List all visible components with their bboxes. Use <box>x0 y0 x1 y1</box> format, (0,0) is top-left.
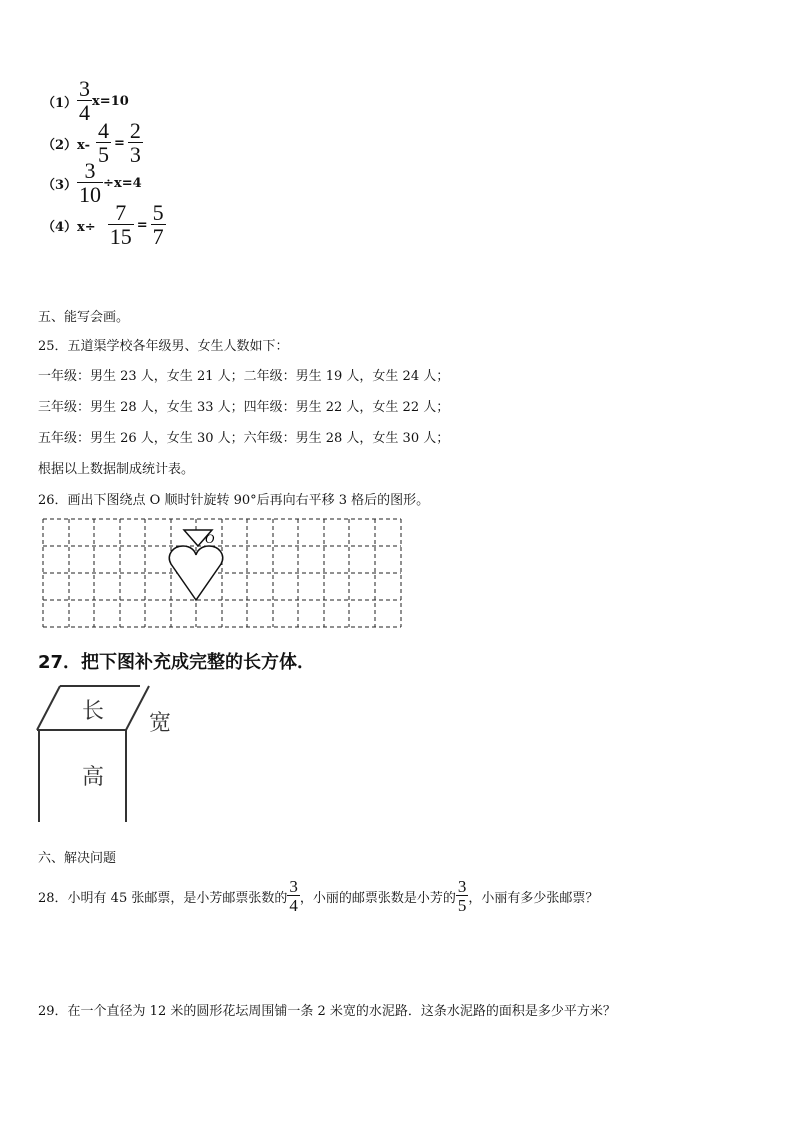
eq4-den2: 7 <box>152 224 164 249</box>
width-label: 宽 <box>149 711 172 736</box>
q29: 29．在一个直径为 12 米的圆形花坛周围铺一条 2 米宽的水泥路．这条水泥路的面积是多少平方米？ <box>38 1004 616 1019</box>
q27-title: 27．把下图补充成完整的长方体． <box>38 652 316 673</box>
eq1-fraction <box>77 78 92 124</box>
eq4-equals: = <box>136 217 148 233</box>
length-label: 长 <box>82 699 105 724</box>
q26-grid-figure <box>42 518 404 630</box>
eq4-fraction-2 <box>151 202 166 248</box>
point-o-label: O <box>205 531 215 546</box>
q25-line-1: 一年级：男生 23 人，女生 21 人；二年级：男生 19 人，女生 24 人； <box>38 369 450 384</box>
q28-num1: 3 <box>289 877 298 896</box>
q26-title: 26．画出下图绕点 O 顺时针旋转 90°后再向右平移 3 格后的图形。 <box>38 493 430 508</box>
eq4-label: （4）x÷ <box>42 219 96 235</box>
eq2-num2: 2 <box>129 118 141 143</box>
eq1-num: 3 <box>79 76 91 101</box>
q25-line-3: 五年级：男生 26 人，女生 30 人；六年级：男生 28 人，女生 30 人； <box>38 431 450 446</box>
eq2-den1: 5 <box>97 142 109 167</box>
equation-4 <box>42 202 166 248</box>
q25-line-2: 三年级：男生 28 人，女生 33 人；四年级：男生 22 人，女生 22 人； <box>38 400 450 415</box>
heart-shape <box>169 546 222 600</box>
q28-text-3: ，小丽有多少张邮票？ <box>468 890 599 906</box>
q28-num2: 3 <box>457 877 467 896</box>
eq3-num: 3 <box>84 158 96 183</box>
eq2-label: （2）x- <box>42 137 90 153</box>
section-5-heading: 五、能写会画。 <box>38 310 130 325</box>
eq2-equals: = <box>113 135 125 151</box>
equation-1 <box>42 78 129 124</box>
q28-den2: 5 <box>457 896 467 915</box>
q25-line-4: 根据以上数据制成统计表。 <box>38 462 195 477</box>
height-label: 高 <box>82 765 105 790</box>
eq1-den: 4 <box>79 100 91 125</box>
grid-lines <box>43 519 401 627</box>
q27-cuboid-figure <box>34 680 234 826</box>
eq4-den1: 15 <box>109 224 132 249</box>
eq3-label: （3） <box>42 177 78 193</box>
eq4-num2: 5 <box>152 200 164 225</box>
eq2-den2: 3 <box>129 142 141 167</box>
q28-text-2: ，小丽的邮票张数是小芳的 <box>299 890 456 906</box>
eq1-label: （1） <box>42 95 78 111</box>
eq1-tail: x=10 <box>92 93 129 109</box>
q25-title: 25．五道渠学校各年级男、女生人数如下： <box>38 339 289 354</box>
q28-fraction-2 <box>456 878 469 914</box>
equation-3 <box>42 160 142 206</box>
eq3-den: 10 <box>79 182 102 207</box>
eq3-tail: ÷x=4 <box>103 175 142 191</box>
q28-fraction-1 <box>287 878 300 914</box>
q28-text-1: 28．小明有 45 张邮票，是小芳邮票张数的 <box>38 890 288 906</box>
eq3-fraction <box>77 160 103 206</box>
eq4-fraction-1 <box>108 202 134 248</box>
q28 <box>38 878 598 914</box>
section-6-heading: 六、解决问题 <box>38 851 117 866</box>
eq4-num1: 7 <box>115 200 127 225</box>
q28-den1: 4 <box>289 896 298 915</box>
eq2-num1: 4 <box>97 118 109 143</box>
